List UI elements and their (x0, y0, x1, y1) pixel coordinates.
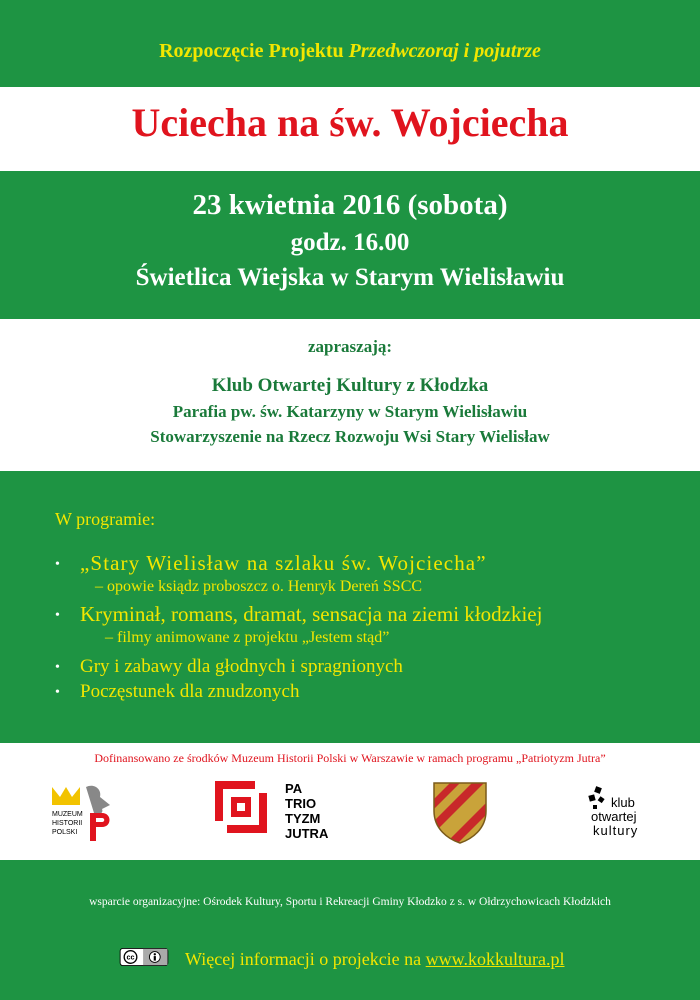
program-item (55, 681, 299, 703)
footer-band (0, 860, 700, 1000)
title-band (0, 87, 700, 171)
kok-logo (585, 783, 665, 843)
event-title: Uciecha na św. Wojciecha (131, 100, 569, 145)
patriotyzm-line: PA (285, 781, 303, 796)
bullet-icon: • (55, 659, 60, 675)
program-item-sub: – filmy animowane z projektu „Jestem stąd” (105, 629, 390, 646)
program-item (55, 656, 403, 678)
website-link[interactable]: www.kokkultura.pl (425, 949, 565, 969)
patriotyzm-line: TRIO (285, 796, 317, 811)
museum-line: MUZEUM (52, 811, 83, 818)
museum-crown-icon (52, 787, 80, 805)
cc-license-icon[interactable] (118, 948, 170, 966)
program-item-text: „Stary Wielisław na szlaku św. Wojciecha” (80, 551, 487, 575)
program-item-sub: – opowie ksiądz proboszcz o. Henryk Dereń SSCC (95, 578, 423, 595)
program-title: W programie: (55, 509, 156, 529)
patriotyzm-line: JUTRA (285, 826, 329, 841)
kok-mark-icon (588, 786, 604, 809)
funding-note: Dofinansowano ze środków Muzeum Historii Polski w Warszawie w ramach programu „Patriotyzm Jutra” (94, 751, 606, 765)
museum-eagle-icon (86, 786, 110, 815)
more-info (185, 949, 565, 970)
event-place: Świetlica Wiejska w Starym Wielisławiu (135, 264, 565, 291)
event-time: godz. 16.00 (290, 229, 410, 256)
kok-line: klub (611, 795, 635, 810)
organizer-item: Stowarzyszenie na Rzecz Rozwoju Wsi Stary Wielisław (150, 427, 550, 446)
support-note: wsparcie organizacyjne: Ośrodek Kultury, Sportu i Rekreacji Gminy Kłodzko z s. w Ołdrzychowicach Kłodzkich (89, 896, 611, 908)
museum-logo (50, 783, 120, 845)
project-name: Przedwczoraj i pojutrze (348, 40, 541, 62)
bullet-icon: • (55, 684, 60, 700)
project-line (0, 40, 700, 63)
organizer-item: Parafia pw. św. Katarzyny w Starym Wielisławiu (172, 402, 528, 421)
kok-line: otwartej (591, 809, 637, 824)
more-info-text: Więcej informacji o projekcie na (185, 949, 422, 969)
cc-label: cc (126, 952, 135, 962)
header-band (0, 0, 700, 87)
sponsor-band (0, 743, 700, 860)
patriotyzm-line: TYZM (285, 811, 321, 826)
museum-p-icon (90, 813, 110, 841)
program-item-text: Kryminał, romans, dramat, sensacja na ziemi kłodzkiej (80, 602, 543, 626)
program-item-text: Poczęstunek dla znudzonych (80, 681, 300, 702)
organizer-item: Klub Otwartej Kultury z Kłodzka (211, 375, 489, 396)
bullet-icon: • (55, 608, 60, 624)
event-band (0, 171, 700, 319)
coat-of-arms-icon (432, 781, 488, 845)
program-item (55, 602, 542, 627)
museum-line: POLSKI (52, 829, 78, 836)
project-prefix: Rozpoczęcie Projektu (159, 40, 344, 62)
museum-line: HISTORII (52, 820, 83, 827)
program-item-text: Gry i zabawy dla głodnych i spragnionych (80, 656, 403, 677)
invite-band (0, 319, 700, 471)
program-band (0, 471, 700, 743)
kok-line: kultury (593, 823, 639, 838)
program-item (55, 551, 487, 576)
invite-label: zapraszają: (307, 337, 393, 356)
patriotyzm-logo (215, 781, 340, 843)
event-date: 23 kwietnia 2016 (sobota) (192, 189, 508, 221)
bullet-icon: • (55, 557, 62, 573)
